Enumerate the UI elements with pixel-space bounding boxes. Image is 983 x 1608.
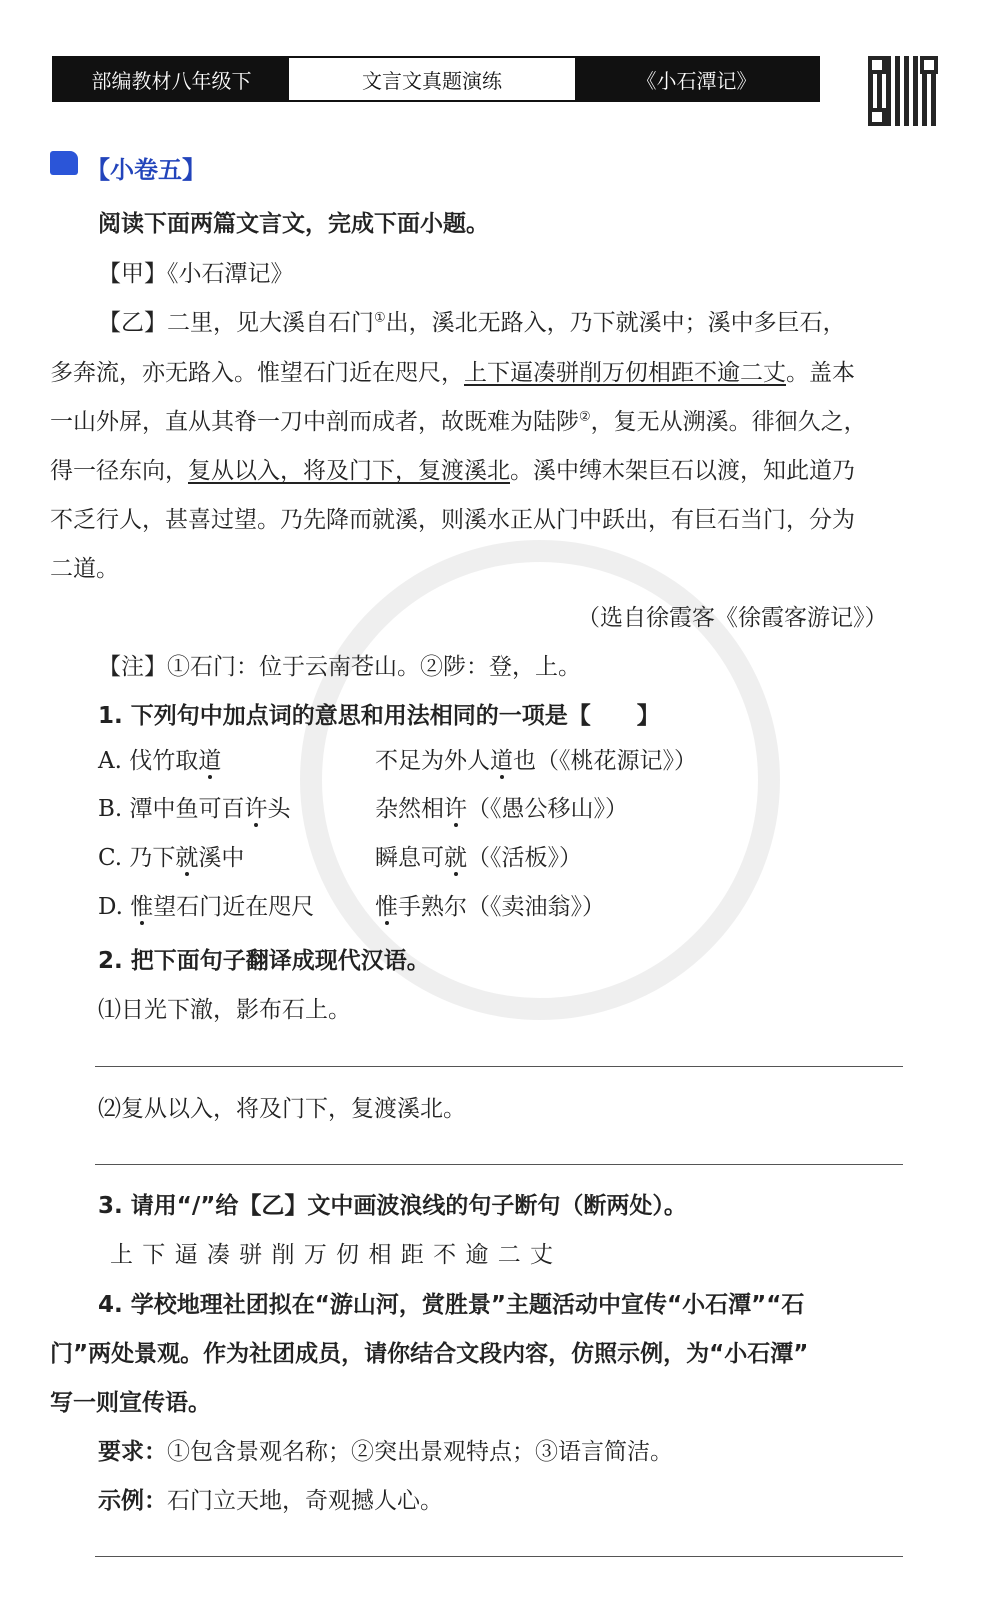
underlined-sentence: 复从以入，将及门下，复渡溪北: [188, 458, 510, 484]
passage-yi-line-3: 一山外屏，直从其脊一刀中剖而成者，故既难为陆陟②，复无从溯溪。徘徊久之，: [50, 409, 867, 435]
question-1-stem: 1. 下列句中加点词的意思和用法相同的一项是【 】: [98, 703, 660, 729]
header-grade-label: 部编教材八年级下: [54, 58, 289, 100]
question-2-stem: 2. 把下面句子翻译成现代汉语。: [98, 948, 430, 974]
passage-yi-line-2: 多奔流，亦无路入。惟望石门近在咫尺，上下逼凑骈削万仞相距不逾二丈。盖本: [50, 360, 855, 386]
q2-answer-line-2[interactable]: [95, 1164, 903, 1165]
passage-jia-title: 【甲】《小石潭记》: [98, 261, 294, 287]
q1-option-d-left: D. 惟望石门近在咫尺: [98, 894, 315, 920]
q1-option-d-right: 惟手熟尔（《卖油翁》）: [375, 894, 605, 920]
qr-code-icon: [868, 56, 938, 126]
passage-yi-line-5: 不乏行人，甚喜过望。乃先降而就溪，则溪水正从门中跃出，有巨石当门，分为: [50, 507, 855, 533]
instruction: 阅读下面两篇文言文，完成下面小题。: [98, 211, 489, 237]
q1-option-c-left: C. 乃下就溪中: [98, 845, 245, 871]
q4-example: 示例：石门立天地，奇观撼人心。: [98, 1488, 443, 1514]
q2-sentence-1: ⑴日光下澈，影布石上。: [98, 997, 351, 1023]
section-title: 【小卷五】: [86, 156, 206, 184]
wavy-underlined-sentence: 上下逼凑骈削万仞相距不逾二丈: [464, 360, 786, 386]
q4-answer-line[interactable]: [95, 1556, 903, 1557]
q1-option-c-right: 瞬息可就（《活板》）: [375, 845, 582, 871]
section-flag-icon: [50, 151, 78, 175]
q1-option-a-left: A. 伐竹取道: [98, 748, 222, 774]
q2-answer-line-1[interactable]: [95, 1066, 903, 1067]
passage-yi-line-6: 二道。: [50, 556, 119, 582]
header-title-label: 《小石潭记》: [575, 58, 818, 100]
q2-sentence-2: ⑵复从以入，将及门下，复渡溪北。: [98, 1096, 466, 1122]
question-3-stem: 3. 请用“/”给【乙】文中画波浪线的句子断句（断两处）。: [98, 1193, 687, 1219]
passage-yi-line-4: 得一径东向，复从以入，将及门下，复渡溪北。溪中缚木架巨石以渡，知此道乃: [50, 458, 855, 484]
q1-option-b-right: 杂然相许（《愚公移山》）: [375, 796, 628, 822]
question-4-line-1: 4. 学校地理社团拟在“游山河，赏胜景”主题活动中宣传“小石潭”“石: [98, 1292, 805, 1318]
question-4-line-3: 写一则宣传语。: [50, 1390, 211, 1416]
question-4-line-2: 门”两处景观。作为社团成员，请你结合文段内容，仿照示例，为“小石潭”: [50, 1341, 809, 1367]
passage-note: 【注】①石门：位于云南苍山。②陟：登，上。: [98, 654, 581, 680]
header-subject-label: 文言文真题演练: [289, 58, 575, 100]
q1-option-a-right: 不足为外人道也（《桃花源记》）: [375, 748, 697, 774]
passage-yi-line-1: 【乙】二里，见大溪自石门①出，溪北无路入，乃下就溪中；溪中多巨石，: [98, 310, 846, 336]
passage-source: （选自徐霞客《徐霞客游记》）: [577, 605, 888, 631]
q4-requirements: 要求：①包含景观名称；②突出景观特点；③语言简洁。: [98, 1439, 673, 1465]
page-header: [52, 56, 820, 102]
q3-sentence: 上 下 逼 凑 骈 削 万 仞 相 距 不 逾 二 丈: [110, 1242, 555, 1268]
q1-option-b-left: B. 潭中鱼可百许头: [98, 796, 291, 822]
